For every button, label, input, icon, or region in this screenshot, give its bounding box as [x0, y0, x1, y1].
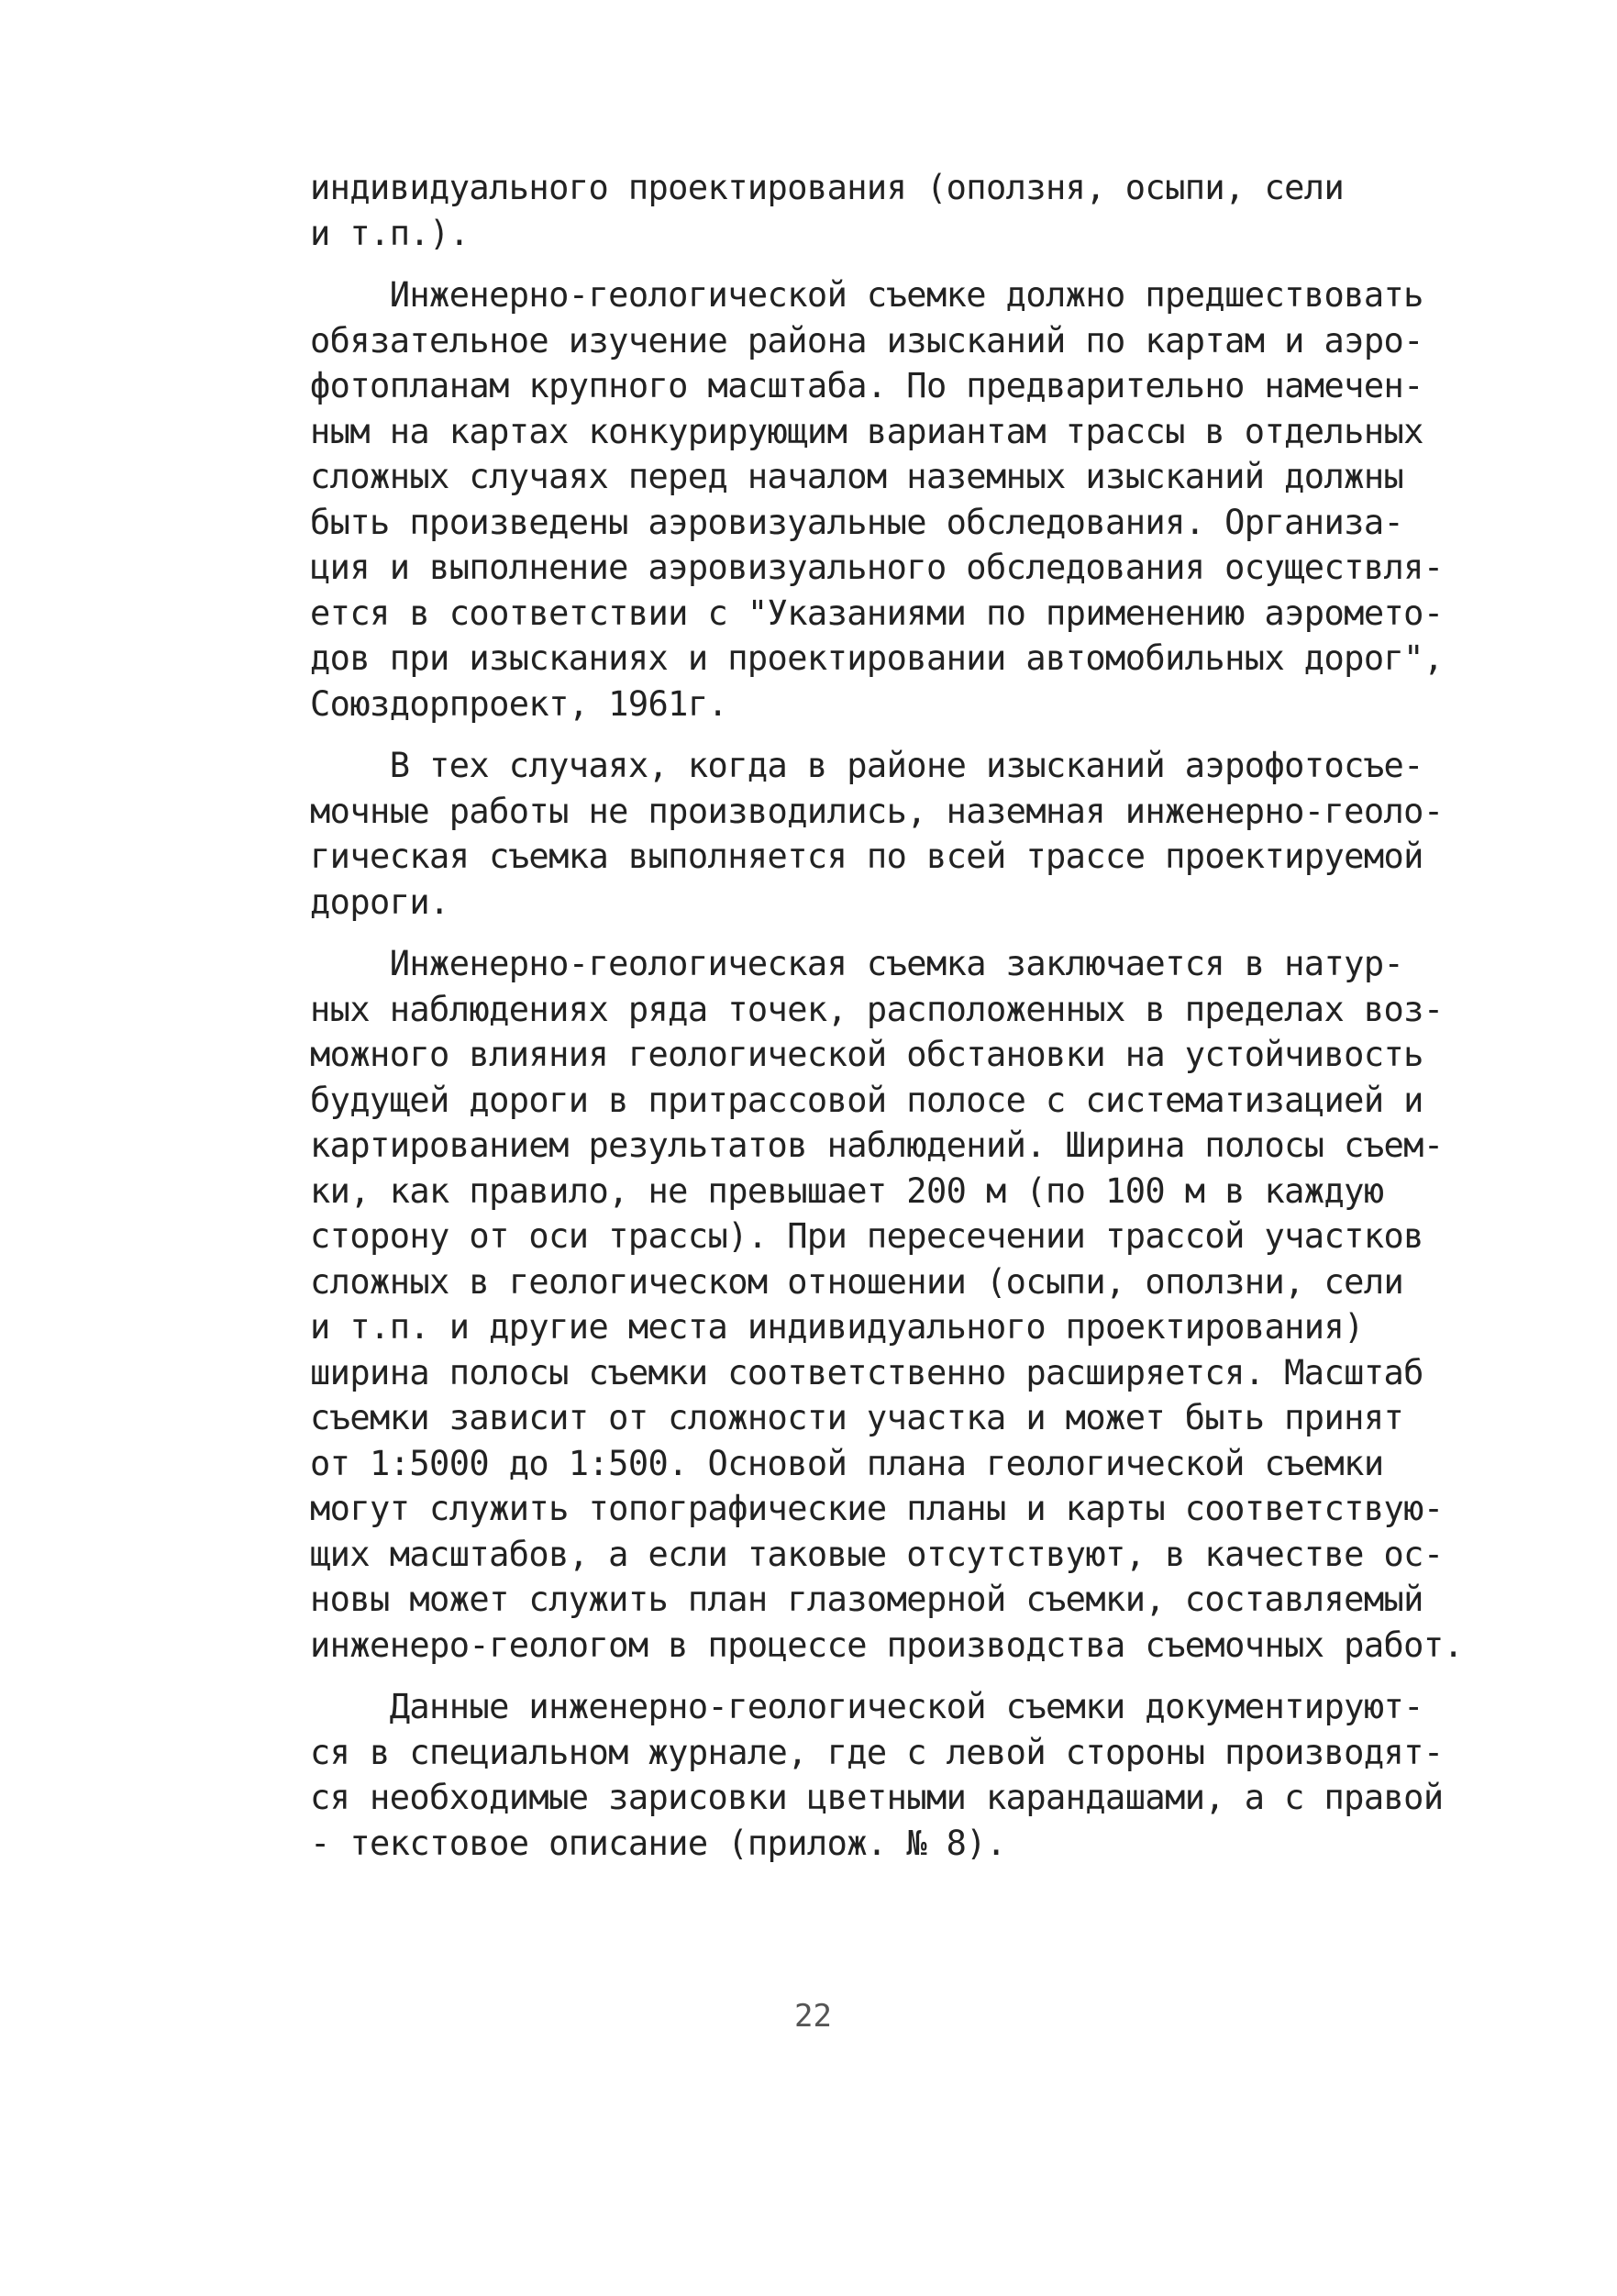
paragraph-4 — [310, 941, 1464, 1668]
text-line: гическая съемка выполняется по всей трассе проектируемой — [310, 837, 1423, 876]
text-line: - текстовое описание (прилож. № 8). — [310, 1823, 1006, 1863]
text-line: будущей дороги в притрассовой полосе с систематизацией и — [310, 1080, 1423, 1120]
text-line: инженеро-геологом в процессе производства съемочных работ. — [310, 1625, 1464, 1665]
text-line: Данные инженерно-геологической съемки документируют- — [310, 1687, 1423, 1726]
paragraph-1 — [310, 165, 1383, 256]
text-line: сложных в геологическом отношении (осыпи, оползни, сели — [310, 1261, 1404, 1302]
text-line: от 1:5000 до 1:500. Основой плана геологической съемки — [310, 1443, 1384, 1483]
text-line: ся в специальном журнале, где с левой стороны производят- — [310, 1732, 1444, 1772]
text-line: можного влияния геологической обстановки на устойчивость — [310, 1035, 1423, 1074]
text-line: быть произведены аэровизуальные обследования. Организа- — [310, 502, 1404, 542]
text-line: ция и выполнение аэровизуального обследования осуществля- — [310, 548, 1444, 587]
text-line: В тех случаях, когда в районе изысканий аэрофотосъе- — [310, 746, 1423, 785]
text-line: ных наблюдениях ряда точек, расположенных в пределах воз- — [310, 989, 1444, 1029]
text-line: сторону от оси трассы). При пересечении трассой участков — [310, 1216, 1423, 1256]
text-line: сложных случаях перед началом наземных изысканий должны — [310, 457, 1404, 496]
paragraph-2 — [310, 272, 1444, 727]
text-line: Инженерно-геологической съемке должно предшествовать — [310, 275, 1423, 315]
text-line: и т.п.). — [310, 213, 470, 253]
text-line: Инженерно-геологическая съемка заключается в натур- — [310, 944, 1404, 983]
text-line: ным на картах конкурирующим вариантам трассы в отдельных — [310, 411, 1423, 451]
text-line: дов при изысканиях и проектировании автомобильных дорог", — [310, 638, 1444, 678]
paragraph-3 — [310, 743, 1444, 925]
text-line: мочные работы не производились, наземная инженерно-геоло- — [310, 791, 1444, 831]
text-line: индивидуального проектирования (оползня, осыпи, сели — [310, 168, 1345, 207]
text-line: съемки зависит от сложности участка и может быть принят — [310, 1398, 1404, 1437]
text-line: ется в соответствии с "Указаниями по применению аэромето- — [310, 593, 1444, 633]
paragraph-5 — [310, 1684, 1444, 1866]
text-line: могут служить топографические планы и карты соответствую- — [310, 1489, 1444, 1528]
text-line: дороги. — [310, 882, 449, 922]
text-line: и т.п. и другие места индивидуального проектирования) — [310, 1307, 1364, 1347]
text-line: новы может служить план глазомерной съемки, составляемый — [310, 1580, 1423, 1619]
text-line: картированием результатов наблюдений. Ширина полосы съем- — [310, 1126, 1444, 1165]
text-line: фотопланам крупного масштаба. По предварительно намечен- — [310, 366, 1423, 405]
text-line: щих масштабов, а если таковые отсутствуют, в качестве ос- — [310, 1534, 1444, 1574]
body-text — [310, 165, 1464, 1866]
text-line: ся необходимые зарисовки цветными карандашами, а с правой — [310, 1778, 1444, 1817]
text-line: Союздорпроект, 1961г. — [310, 683, 728, 724]
text-line: ки, как правило, не превышает 200 м (по 100 м в каждую — [310, 1170, 1384, 1211]
text-line: ширина полосы съемки соответственно расширяется. Масштаб — [310, 1352, 1423, 1392]
page-number: 22 — [794, 1998, 832, 2035]
text-line: обязательное изучение района изысканий по картам и аэро- — [310, 320, 1423, 360]
